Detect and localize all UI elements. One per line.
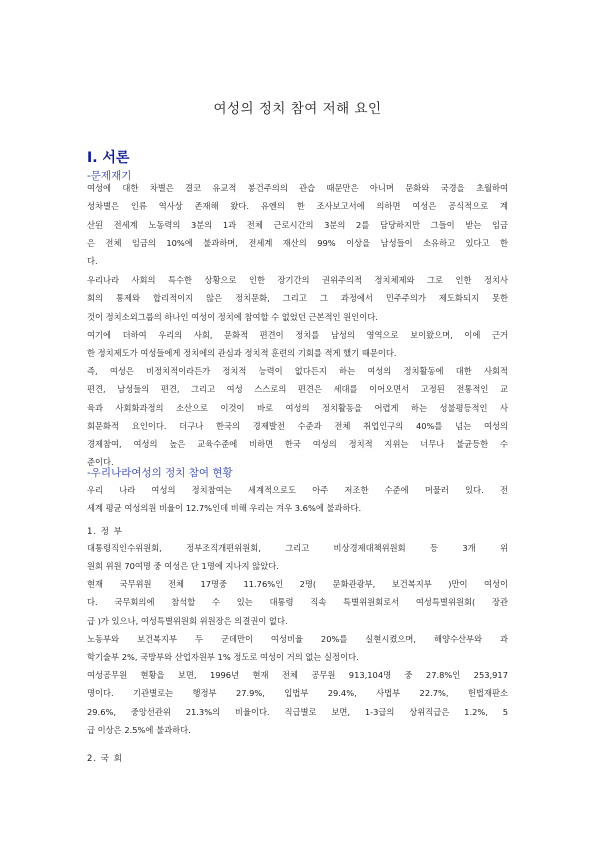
paragraph-line: 여성에 대한 차별은 결코 유교적 봉건주의의 관습 때문만은 아니며 문화와 국경을 초월하여 (87, 183, 508, 193)
paragraph-line: 다. (87, 256, 98, 267)
paragraph-line: 은 전체 임금의 10%에 불과하며, 전세계 재산의 99% 이상을 남성들이 소유하고 있다고 한 (87, 237, 508, 248)
paragraph-line: 경제참여, 여성의 높은 교육수준에 비하면 한국 여성의 정치적 지위는 너무나 불균등한 수 (87, 439, 508, 450)
paragraph-line: 회의 통제와 합리적이지 않은 정치문화, 그리고 그 과정에서 민주주의가 제도화되지 못한 (87, 293, 508, 304)
section-heading-problem: -문제재기 (87, 170, 132, 182)
paragraph-line: 명이다. 기관별로는 행정부 27.9%, 입법부 29.4%, 사법부 22.7%, 헌법재판소 (87, 688, 508, 699)
numbered-heading-assembly: 2. 국 회 (87, 754, 123, 764)
paragraph-6 (87, 539, 508, 576)
paragraph-1 (87, 179, 508, 270)
paragraph-line: 준이다. (87, 457, 114, 468)
paragraph-line: 것이 정치소외그룹의 하나인 여성이 정치에 참여할 수 없었던 근본적인 원인이다. (87, 311, 378, 322)
section-heading-status: -우리나라여성의 정치 참여 현황 (87, 467, 233, 479)
paragraph-line: 여기에 더하여 우리의 사회, 문화적 편견이 정치를 남성의 영역으로 보이왔으며, 이에 근거 (87, 330, 508, 340)
paragraph-line: 여성공무원 현황을 보면, 1996년 현재 전체 공무원 913,104명 중 27.8%인 253,917 (87, 670, 508, 680)
paragraph-line: 29.6%, 중앙선관위 21.3%의 비율이다. 직급별로 보면, 1-3급의 상위직급은 1.2%, 5 (87, 706, 508, 717)
paragraph-line: 우리나라 사회의 특수한 상황으로 인한 장기간의 권위주의적 정치체제와 그로 인한 정치사 (87, 275, 508, 285)
paragraph-line: 산된 전세계 노동력의 3분의 1과 전체 근로시간의 3분의 2를 담당하지만 그들이 받는 임금 (87, 219, 508, 230)
paragraph-line: 즉, 여성은 비정치적이라든가 정치적 능력이 없다든지 하는 여성의 정치활동에 대한 사회적 (87, 366, 508, 376)
paragraph-line: 한 정치제도가 여성들에게 정치에의 관심과 정치적 훈련의 기회를 적게 했기 때문이다. (87, 348, 397, 359)
paragraph-line: 편견, 남성들의 편견, 그리고 여성 스스로의 편견은 세대를 이어오면서 고정된 전통적인 교 (87, 384, 508, 395)
paragraph-4 (87, 362, 508, 472)
paragraph-7 (87, 575, 508, 630)
paragraph-line: 세계 평균 여성의원 비율이 12.7%인데 비해 우리는 겨우 3.6%에 불과하다. (87, 503, 362, 514)
paragraph-3 (87, 326, 508, 363)
paragraph-9 (87, 666, 508, 739)
document-title: 여성의 정치 참여 저해 요인 (213, 101, 382, 117)
paragraph-8 (87, 630, 508, 667)
paragraph-line: 원회 위원 70여명 중 여성은 단 1명에 지나지 않았다. (87, 561, 279, 572)
paragraph-line: 성차별은 인류 역사상 존재해 왔다. 유엔의 한 조사보고서에 의하면 여성은 공식적으로 계 (87, 201, 508, 212)
paragraph-line: 학기술부 2%, 국방부와 산업자원부 1% 정도로 여성이 거의 없는 실정이다. (87, 652, 359, 663)
paragraph-line: 대통령직인수위원회, 정부조직개편위원회, 그리고 비상경제대책위원회 등 3개 위 (87, 543, 508, 553)
paragraph-line: 회문화적 요인이다. 더구나 한국의 경제발전 수준과 전체 취업인구의 40%를 넘는 여성의 (87, 420, 508, 431)
paragraph-line: 현재 국무위원 전체 17명중 11.76%인 2명( 문화관광부, 보건복지부 )만이 여성이 (87, 579, 508, 589)
paragraph-line: 급 )가 있으나, 여성특별위원회 위원장은 의결권이 없다. (87, 615, 288, 626)
numbered-heading-government: 1. 정 부 (87, 527, 123, 537)
paragraph-line: 우리 나라 여성의 정치참여는 세계적으로도 아주 저조한 수준에 머물러 있다. 전 (87, 485, 508, 495)
paragraph-line: 노동부와 보건복지부 두 군데만이 여성비율 20%를 실현시켰으며, 해양수산부와 과 (87, 634, 508, 644)
paragraph-line: 급 이상은 2.5%에 불과하다. (87, 724, 191, 735)
paragraph-2 (87, 271, 508, 326)
paragraph-line: 다. 국무회의에 참석할 수 있는 대통령 직속 특별위원회로서 여성특별위원회( 장관 (87, 597, 508, 608)
paragraph-5 (87, 481, 508, 518)
paragraph-line: 육과 사회화과정의 소산으로 이것이 바로 여성의 정치활동을 어렵게 하는 성불평등적인 사 (87, 402, 508, 413)
chapter-heading: Ⅰ. 서론 (87, 150, 130, 166)
